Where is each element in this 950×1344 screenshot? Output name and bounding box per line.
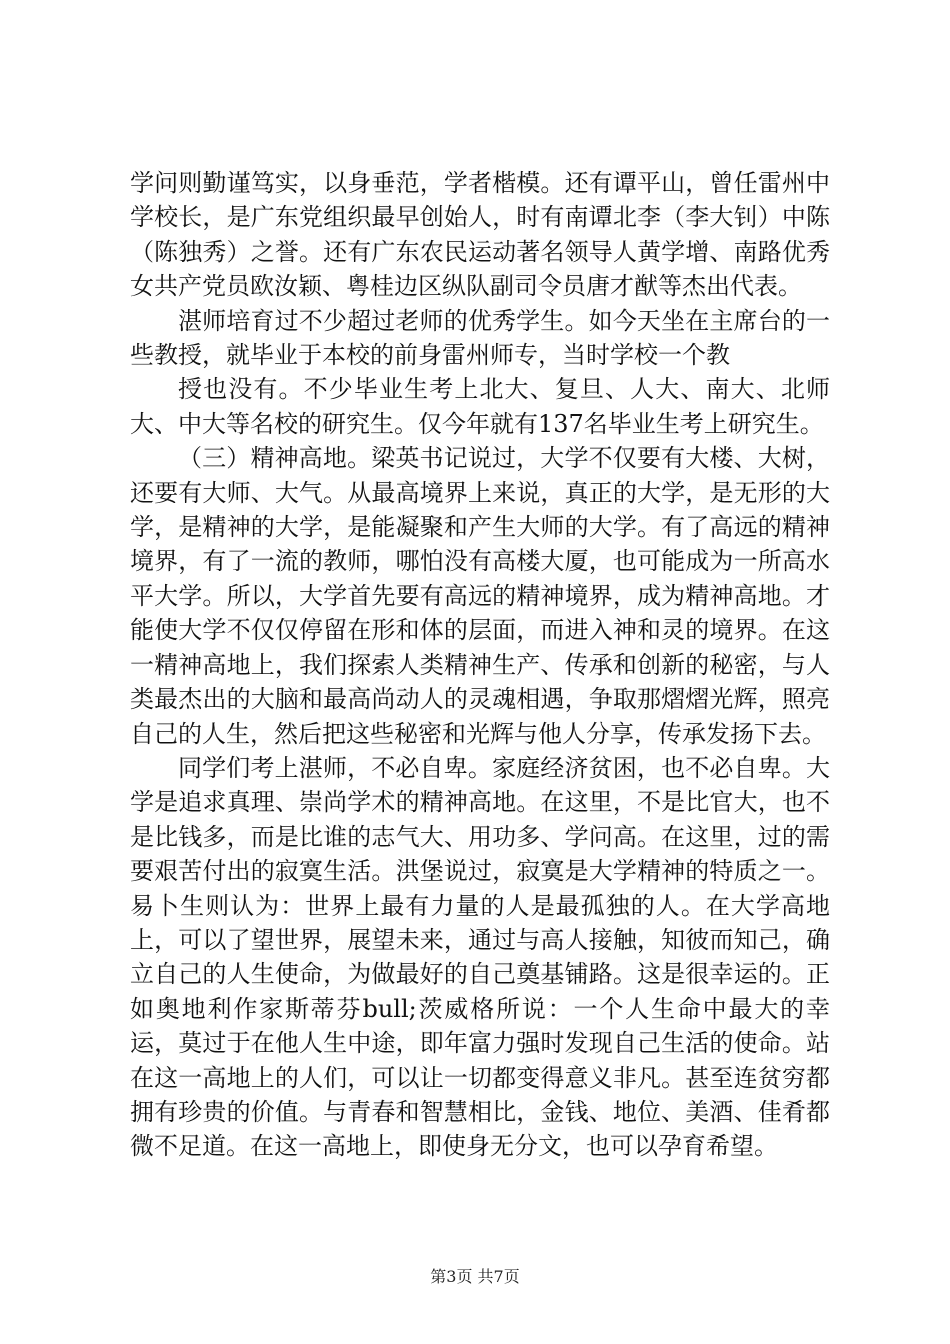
document-body xyxy=(130,166,830,1164)
paragraph-3: 授也没有。不少毕业生考上北大、复旦、人大、南大、北师大、中大等名校的研究生。仅今年就有137名毕业生考上研究生。 xyxy=(130,375,830,438)
paragraph-5: 同学们考上湛师，不必自卑。家庭经济贫困，也不必自卑。大学是追求真理、崇尚学术的精神高地。在这里，不是比官大，也不是比钱多，而是比谁的志气大、用功多、学问高。在这里，过的需要艰苦付出的寂寞生活。洪堡说过，寂寞是大学精神的特质之一。易卜生则认为：世界上最有力量的人是最孤独的人。在大学高地上，可以了望世界，展望未来，通过与高人接触，知彼而知己，确立自己的人生使命，为做最好的自己奠基铺路。这是很幸运的。正如奥地利作家斯蒂芬bull;茨威格所说：一个人生命中最大的幸运，莫过于在他人生中途，即年富力强时发现自己生活的使命。站在这一高地上的人们，可以让一切都变得意义非凡。甚至连贫穷都拥有珍贵的价值。与青春和智慧相比，金钱、地位、美酒、佳肴都微不足道。在这一高地上，即使身无分文，也可以孕育希望。 xyxy=(130,753,830,1161)
paragraph-4: （三）精神高地。梁英书记说过，大学不仅要有大楼、大树，还要有大师、大气。从最高境界上来说，真正的大学，是无形的大学，是精神的大学，是能凝聚和产生大师的大学。有了高远的精神境界，有了一流的教师，哪怕没有高楼大厦，也可能成为一所高水平大学。所以，大学首先要有高远的精神境界，成为精神高地。才能使大学不仅仅停留在形和体的层面，而进入神和灵的境界。在这一精神高地上，我们探索人类精神生产、传承和创新的秘密，与人类最杰出的大脑和最高尚动人的灵魂相遇，争取那熠熠光辉，照亮自己的人生，然后把这些秘密和光辉与他人分享，传承发扬下去。 xyxy=(130,444,830,748)
page-number-footer: 第3页 共7页 xyxy=(430,1267,520,1286)
paragraph-2: 湛师培育过不少超过老师的优秀学生。如今天坐在主席台的一些教授，就毕业于本校的前身雷州师专，当时学校一个教 xyxy=(130,306,830,370)
paragraph-1: 学问则勤谨笃实，以身垂范，学者楷模。还有谭平山，曾任雷州中学校长，是广东党组织最早创始人，时有南谭北李（李大钊）中陈（陈独秀）之誉。还有广东农民运动著名领导人黄学增、南路优秀女共产党员欧汝颖、粤桂边区纵队副司令员唐才猷等杰出代表。 xyxy=(130,169,830,301)
